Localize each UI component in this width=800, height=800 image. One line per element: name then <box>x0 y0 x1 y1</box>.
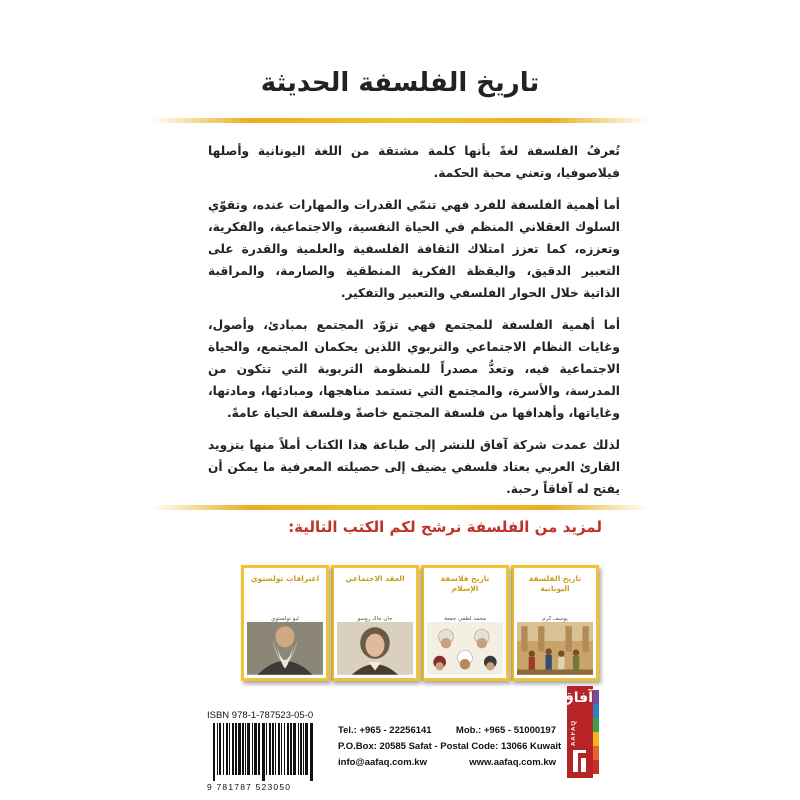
book-thumbnail-author: ليو تولستوي <box>271 616 299 622</box>
logo-stripe <box>593 690 599 704</box>
book-thumbnail-author: جان جاك روسو <box>357 616 393 622</box>
book-thumbnail-title: العقد الاجتماعي <box>345 574 405 583</box>
blurb-paragraph: تُعرفُ الفلسفة لغةً بأنها كلمة مشتقة من اللغة اليونانية وأصلها فيلاصوفيا، وتعني محبة الحكمة. <box>208 144 620 180</box>
rousseau-portrait-illustration <box>337 622 413 675</box>
barcode-icon <box>207 723 319 781</box>
book-thumbnail-tolstoy-confessions <box>241 565 329 681</box>
telephone: Tel.: +965 - 22256141 <box>338 725 432 736</box>
logo-stripe <box>593 732 599 746</box>
email: info@aafaq.com.kw <box>338 757 427 768</box>
book-thumbnail-title: اعترافات تولستوي <box>250 574 320 583</box>
logo-latin-text: AAFAQ <box>571 720 577 746</box>
book-thumbnail-greek-philosophy <box>511 565 599 681</box>
logo-mark-icon <box>570 750 590 774</box>
book-title: تاريخ الفلسفة الحديثة <box>260 68 540 98</box>
blurb-paragraph: لذلك عمدت شركة آفاق للنشر إلى طباعة هذا الكتاب أملاً منها بتزويد القارئ العربي بعتاد فلسفي يضيف إلى حصيلته المعرفية ما يمكن أن يفتح له آفاقاً رحبة. <box>208 438 620 496</box>
title-divider <box>150 118 650 123</box>
website: www.aafaq.com.kw <box>469 757 556 768</box>
barcode-number: 9 781787 523050 <box>207 782 292 792</box>
book-thumbnail-islamic-philosophers <box>421 565 509 681</box>
book-thumbnail-author: محمد لطفي جمعة <box>444 616 486 622</box>
ancient-painting-illustration <box>517 622 593 675</box>
tolstoy-portrait-illustration <box>247 622 323 675</box>
publisher-logo <box>561 686 593 778</box>
logo-color-stripes <box>593 690 601 774</box>
isbn-label: ISBN 978-1-787523-05-0 <box>207 710 314 721</box>
book-thumbnail-social-contract <box>331 565 419 681</box>
blurb-paragraph: أما أهمية الفلسفة للمجتمع فهي تزوّد المجتمع بمبادئ، وأصول، وغايات النظام الاجتماعي والتربوي اللذين يحكمان المجتمع، والحياة الاجتماعية فيه، وتعدُّ مصدراً للمنظومة التربوية التي تتكون من المدرسة، والأسرة، والمجتمع التي تستمد مناهجها، ومبادئها، ومادتها، وغاياتها، وأهدافها من فلسفة المجتمع خاصةً وفلسفة الحياة عامةً. <box>208 318 620 420</box>
publisher-contact <box>338 723 562 771</box>
recommendations-heading: لمزيد من الفلسفة نرشح لكم الكتب التالية: <box>288 518 602 536</box>
logo-arabic-text: آفاق <box>561 690 593 706</box>
logo-stripe <box>593 718 599 732</box>
book-thumbnail-title: تاريخ فلاسفة الإسلام <box>440 574 490 593</box>
barcode-block <box>207 710 319 792</box>
mobile: Mob.: +965 - 51000197 <box>455 725 556 736</box>
section-divider <box>150 505 650 510</box>
postal-address: P.O.Box: 20585 Safat - Postal Code: 13066 Kuwait <box>338 741 562 752</box>
blurb <box>208 140 620 510</box>
book-thumbnail-title: تاريخ الفلسفة اليونانية <box>528 574 582 593</box>
logo-stripe <box>593 746 599 760</box>
book-thumbnail-author: يوسف كرم <box>542 616 568 622</box>
logo-stripe <box>593 704 599 718</box>
blurb-paragraph: أما أهمية الفلسفة للفرد فهي تنمّي القدرات والمهارات عنده، وتقوّي السلوك العقلاني المنظم في الحياة النفسية، والاجتماعية، والفكرية، وتعززه، كما تعزز امتلاك الثقافة الفلسفية والعلمية والقدرة على التعبير الدقيق، واليقظة الفكرية المنطقية والصارمة، والمراقبة الذاتية خلال الحوار الفلسفي والتعبير والتفكير. <box>208 198 620 300</box>
logo-stripe <box>593 760 599 774</box>
philosophers-portraits-illustration <box>427 622 503 675</box>
